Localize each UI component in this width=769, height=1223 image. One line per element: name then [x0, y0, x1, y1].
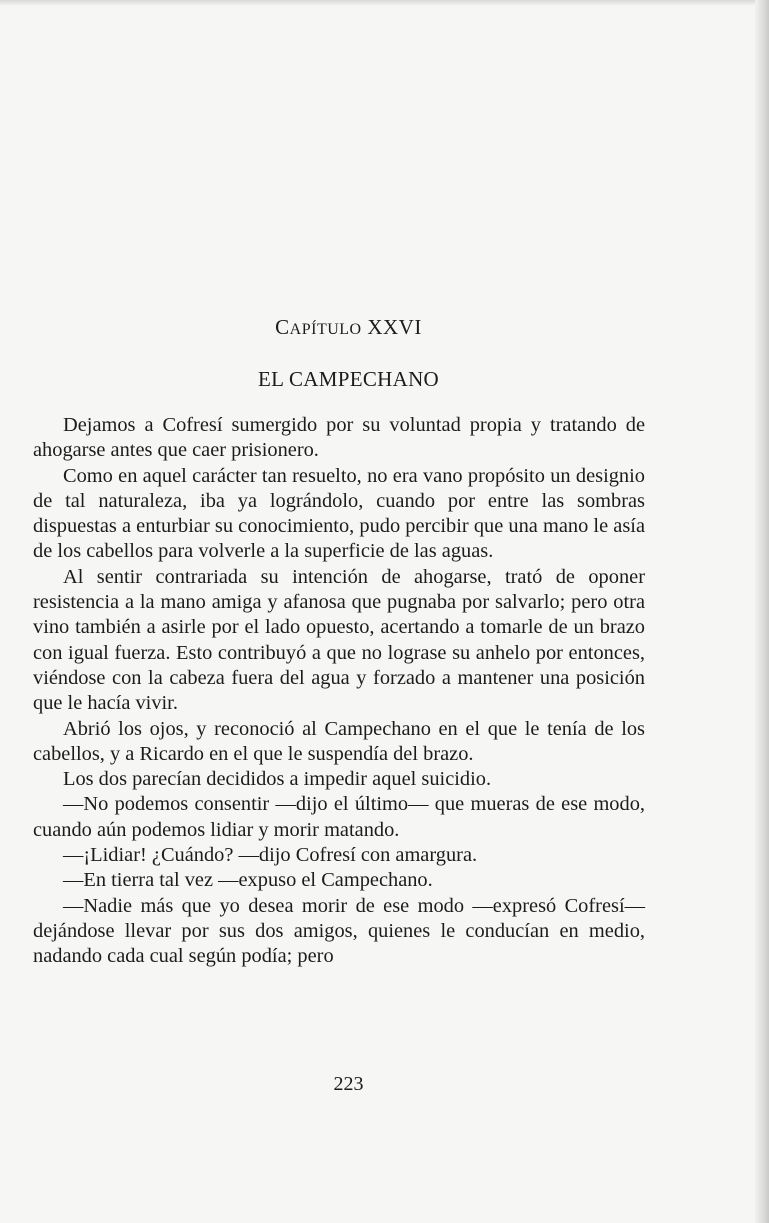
- body-text: [33, 413, 645, 970]
- page-right-edge: [755, 0, 769, 1223]
- paragraph: Al sentir contrariada su intención de ahogarse, trató de oponer resistencia a la mano amiga y afanosa que pugnaba por salvarlo; pero otra vino también a asirle por el lado opuesto, acertando a tomarle de un brazo con igual fuerza. Esto contribuyó a que no lograse su anhelo por entonces, viéndose con la cabeza fuera del agua y forzado a mantener una posición que le hacía vivir.: [33, 565, 645, 715]
- paragraph: Dejamos a Cofresí sumergido por su voluntad propia y tratando de ahogarse antes que caer prisionero.: [33, 414, 645, 462]
- chapter-title: EL CAMPECHANO: [257, 367, 440, 391]
- paragraph: —Nadie más que yo desea morir de ese modo —expresó Cofresí— dejándose llevar por sus dos amigos, quienes le conducían en medio, nadando cada cual según podía; pero: [33, 894, 645, 968]
- page-top-edge: [0, 0, 769, 6]
- page-number: 223: [333, 1073, 364, 1095]
- chapter-label-initial: C: [275, 315, 290, 339]
- paragraph: Como en aquel carácter tan resuelto, no era vano propósito un designio de tal naturaleza, iba ya lográndolo, cuando por entre las sombras dispuestas a enturbiar su conocimiento, pudo percibir que una mano le asía de los cabellos para volverle a la superficie de las aguas.: [33, 464, 645, 563]
- paragraph: —En tierra tal vez —expuso el Campechano.: [63, 869, 433, 892]
- chapter-label-word: APÍTULO: [289, 321, 362, 338]
- paragraph: Los dos parecían decididos a impedir aquel suicidio.: [63, 768, 492, 791]
- paragraph: —¡Lidiar! ¿Cuándo? —dijo Cofresí con amargura.: [63, 844, 478, 867]
- paragraph: Abrió los ojos, y reconoció al Campechano en el que le tenía de los cabellos, y a Ricardo en el que le suspendía del brazo.: [33, 717, 645, 765]
- paragraph: —No podemos consentir —dijo el último— que mueras de ese modo, cuando aún podemos lidiar y morir matando.: [33, 793, 645, 841]
- chapter-label: [0, 315, 697, 340]
- chapter-number: XXVI: [367, 315, 422, 339]
